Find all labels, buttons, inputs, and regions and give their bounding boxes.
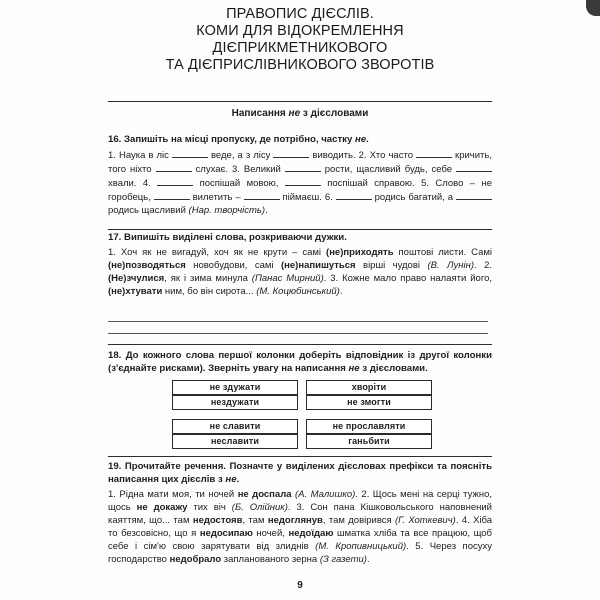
fill-blank[interactable] (154, 190, 190, 200)
text-part: , як і зима минула (164, 273, 252, 284)
text-part: рости, щасливий будь, себе (320, 164, 457, 175)
text-part: , там (242, 515, 268, 526)
text-part: . (339, 286, 343, 297)
divider-line (108, 101, 492, 102)
text-part: , там довірився (322, 515, 396, 526)
text-part: поспішай справою. 5. Слово – не горобець, (108, 178, 492, 203)
fill-blank[interactable] (285, 162, 321, 172)
fill-blank[interactable] (172, 148, 208, 158)
task-number: 19. (108, 461, 122, 472)
right-word-cell[interactable]: не змогти (306, 395, 432, 410)
fill-blank[interactable] (416, 148, 452, 158)
task-19-text (108, 488, 492, 566)
task-number: 17. (108, 232, 122, 243)
text-part: . 2. Щось мені на серці тужно, щось (108, 489, 493, 513)
text-part: родись багатий, а (371, 192, 456, 203)
fill-blank[interactable] (273, 148, 309, 158)
section-heading-particle: не (288, 108, 301, 119)
task-18 (108, 349, 492, 377)
highlighted-verb: (не)хтувати (108, 286, 163, 297)
text-part: хвали. 4. (108, 178, 158, 189)
answer-line[interactable] (108, 321, 488, 322)
text-part: веде, а з лісу (207, 150, 274, 161)
source-citation: (А. Малишко) (295, 489, 356, 500)
task-19-instruction (108, 460, 492, 486)
highlighted-verb: (не)напишуться (281, 260, 356, 271)
page-title (110, 6, 490, 74)
left-word-cell[interactable]: нездужати (172, 395, 298, 410)
text-part: ночей, (252, 528, 289, 539)
right-word-cell[interactable]: хворіти (306, 380, 432, 395)
right-word-cell[interactable]: ганьбити (306, 434, 432, 449)
text-part: . 2. (474, 260, 492, 271)
text-part: новобудови, самі (185, 260, 281, 271)
source-citation: (Б. Олійник) (231, 502, 288, 513)
source-citation: (М. Кропивницький) (315, 541, 407, 552)
fill-blank[interactable] (156, 162, 192, 172)
highlighted-verb: недоїдаю (288, 528, 334, 539)
text-part: шматка хліба та все працюю, щоб себе і сім'ю свою зарятувати від злиднів (108, 528, 492, 552)
source-citation: (Панас Мирний) (251, 273, 324, 284)
text-part: 1. Хоч як не вигадуй, хоч як не крути – самі (108, 247, 327, 258)
left-word-cell[interactable]: не здужати (172, 380, 298, 395)
title-line: ДІЄПРИКМЕТНИКОВОГО (212, 40, 388, 56)
divider-line (108, 456, 492, 457)
text-part: поспішай мовою, (193, 178, 285, 189)
instruction-particle: не (225, 474, 237, 485)
text-part: родись щасливий (108, 205, 189, 216)
title-line: КОМИ ДЛЯ ВІДОКРЕМЛЕННЯ (196, 23, 404, 39)
highlighted-verb: не доспала (237, 489, 292, 500)
text-part: тих віч (187, 502, 232, 513)
text-part: . (366, 554, 370, 565)
task-17-text (108, 246, 492, 298)
text-part: піймаєш. 6. (279, 192, 336, 203)
text-part: вірші чудові (355, 260, 428, 271)
text-part: . (265, 205, 268, 216)
highlighted-verb: недосипаю (199, 528, 253, 539)
fill-blank[interactable] (336, 190, 372, 200)
instruction-end: . (366, 134, 369, 145)
text-part: . 3. Сон пана Кішковольського наповнений каяттям, що... там (108, 502, 492, 526)
instruction-end: з дієсловами. (359, 363, 428, 374)
task-16 (108, 133, 492, 217)
text-part: 1. Рідна мати моя, ти ночей (108, 489, 238, 500)
divider-line (108, 344, 492, 345)
fill-blank[interactable] (244, 190, 280, 200)
title-line: ПРАВОПИС ДІЄСЛІВ. (226, 6, 374, 22)
task-16-text (108, 148, 492, 217)
task-19 (108, 460, 492, 566)
text-part: поштові листи. Самі (393, 247, 492, 258)
task-number: 18. (108, 350, 122, 361)
text-part: вилетить – (189, 192, 244, 203)
page-corner-mark (586, 0, 600, 16)
instruction-text: До кожного слова першої колонки доберіть відповідник із другої колонки (з'єднайте рисками). Зверніть увагу на написання (108, 350, 492, 374)
source-citation: (М. Коцюбинський) (256, 286, 340, 297)
fill-blank[interactable] (157, 176, 193, 186)
task-17-instruction (108, 231, 492, 244)
text-part: 1. Наука в ліс (108, 150, 172, 161)
task-17 (108, 231, 492, 298)
task-16-instruction (108, 133, 492, 146)
left-word-cell[interactable]: не славити (172, 419, 298, 434)
highlighted-verb: (не)приходять (326, 247, 394, 258)
instruction-text: Запишіть на місці пропуску, де потрібно, частку (124, 134, 355, 145)
highlighted-verb: недоглянув (267, 515, 323, 526)
text-part: виводить. 2. Хто часто (309, 150, 417, 161)
instruction-end: . (236, 474, 240, 485)
text-part: . 3. Кожне мало право налаяти його, (323, 273, 492, 284)
fill-blank[interactable] (285, 176, 321, 186)
source-citation: (В. Лунін) (427, 260, 474, 271)
highlighted-verb: (не)позводяться (108, 260, 186, 271)
instruction-text: Прочитайте речення. Позначте у виділених дієсловах префікси та поясніть написання цих дієслів з (108, 461, 492, 485)
highlighted-verb: недостояв (192, 515, 243, 526)
section-heading-before: Написання (231, 108, 289, 119)
text-part: кричить, того ніхто (108, 150, 492, 175)
text-part: запланованого зерна (221, 554, 320, 565)
text-part: . 4. Хіба то безсовісно, що я (108, 515, 493, 539)
text-part: слухає. 3. Великий (191, 164, 285, 175)
right-word-cell[interactable]: не прославляти (306, 419, 432, 434)
text-part: . 5. Через посуху господарство (108, 541, 492, 565)
source-citation: (З газети) (319, 554, 367, 565)
page-number: 9 (297, 580, 303, 591)
source-citation: (Нар. творчість) (188, 205, 266, 216)
section-heading (110, 108, 490, 119)
divider-line (108, 229, 492, 230)
source-citation: (Г. Хоткевич) (395, 515, 456, 526)
highlighted-verb: (Не)зчулися (108, 273, 165, 284)
highlighted-verb: не докажу (136, 502, 188, 513)
task-number: 16. (108, 134, 122, 145)
fill-blank[interactable] (456, 162, 492, 172)
left-word-cell[interactable]: неславити (172, 434, 298, 449)
task-18-instruction (108, 349, 492, 375)
section-heading-after: з дієсловами (300, 108, 369, 119)
instruction-text: Випишіть виділені слова, розкриваючи дужки. (124, 232, 347, 243)
fill-blank[interactable] (456, 190, 492, 200)
instruction-particle: не (354, 134, 367, 145)
instruction-particle: не (348, 363, 360, 374)
answer-line[interactable] (108, 333, 488, 334)
title-line: ТА ДІЄПРИСЛІВНИКОВОГО ЗВОРОТІВ (165, 57, 435, 73)
text-part: ним, бо він сирота... (162, 286, 257, 297)
highlighted-verb: недобрало (169, 554, 222, 565)
